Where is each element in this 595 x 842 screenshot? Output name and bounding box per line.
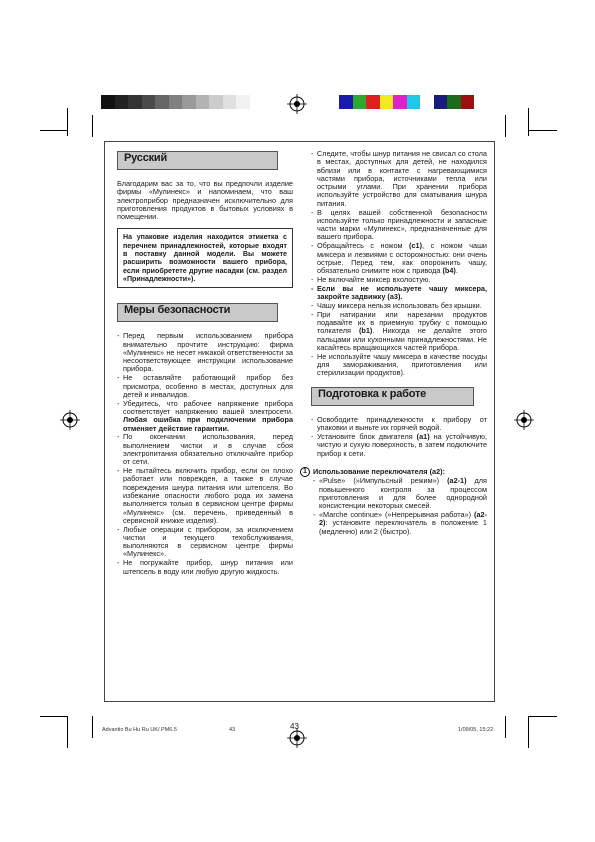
accessories-notice: На упаковке изделия находится этикетка с перечнем принадлежностей, которые входят в поставку данной модели. Вы можете расширить возможности вашего прибора, если приобретете другие насадки (см. раздел «Принадлежности»).	[117, 228, 293, 288]
safety-header: Меры безопасности	[117, 303, 278, 322]
language-header: Русский	[117, 151, 278, 170]
list-item: - Обращайтесь с ножом (c1), с ножом чаши миксера и лезвиями с осторожностью: они очень острые. Перед тем, как опорожнить чашу, обязательно снимите нож с привода (b4).	[311, 242, 487, 275]
list-item: - Не пытайтесь включить прибор, если он плохо работает или поврежден, а также в случае повреждения шнура питания или штепселя. Во избежание опасности любого рода их замена выполняется только в сервисном центре фирмы «Мулинекс» (см. перечень, приведенный в сервисной книжке изделия).	[117, 467, 293, 525]
list-item: - Если вы не используете чашу миксера, закройте задвижку (a3).	[311, 285, 487, 302]
warranty-warning: Любая ошибка при подключении прибора отменяет действие гарантии.	[123, 415, 293, 433]
left-column	[117, 151, 293, 576]
list-item: - «Pulse» (»Импульсный режим») (a2-1) для повышенного контроля за процессом приготовления и для более однородной консистенции некоторых смесей.	[313, 477, 487, 510]
safety-list	[117, 332, 293, 576]
safety-list-continued	[311, 150, 487, 378]
registration-mark-icon	[287, 728, 307, 748]
color-strip	[339, 95, 488, 109]
list-item: - Убедитесь, что рабочее напряжение прибора соответствует напряжению вашей электросети. Любая ошибка при подключении прибора отменяет действие гарантии.	[117, 400, 293, 433]
footer-page: 43	[229, 727, 236, 733]
right-column	[303, 149, 488, 536]
list-item: - Чашу миксера нельзя использовать без крышки.	[311, 302, 487, 310]
list-item: - Перед первым использованием прибора внимательно прочтите инструкцию: фирма «Мулинекс» не несет никакой ответственности за несоответствующее инструкции использование прибора.	[117, 332, 293, 373]
list-item: - По окончании использования, перед выполнением чистки и в случае сбоя электропитания обязательно отключайте прибор от сети.	[117, 433, 293, 466]
list-item: - Установите блок двигателя (a1) на устойчивую, чистую и сухую поверхность, в затем подключите прибор к сети.	[311, 433, 487, 458]
list-item: - «Marche continue» (»Непрерывная работа») (a2-2): установите переключатель в положение 1 (медленно) или 2 (быстро).	[313, 511, 487, 536]
preparation-list	[311, 416, 487, 458]
list-item: - При натирании или нарезании продуктов подавайте их в приемную трубку с помощью толкателя (b1). Никогда не делайте этого пальцами или кухонными принадлежностями. Не касайтесь вращающихся частей прибора.	[311, 311, 487, 352]
switch-usage-title: Использование переключателя (a2):	[313, 467, 445, 476]
footer-file: Advantio Bu Hu Ru UK/ PM6.5	[102, 727, 177, 733]
page-number: 43	[290, 722, 299, 731]
footer-date: 1/09/05, 15:22	[458, 727, 494, 733]
registration-mark-icon	[60, 410, 80, 430]
list-item: - Не оставляйте работающий прибор без присмотра, особенно в местах, доступных для детей и инвалидов.	[117, 374, 293, 399]
list-item: - Следите, чтобы шнур питания не свисал со стола в местах, доступных для детей, не находился вблизи или в контакте с нагревающимися частями прибора, источниками тепла или острыми углами. При хранении прибора используйте устройство для сматывания шнура питания.	[311, 150, 487, 208]
registration-mark-icon	[287, 94, 307, 114]
switch-modes-list	[313, 477, 487, 536]
switch-usage	[303, 467, 487, 536]
list-item: - Не погружайте прибор, шнур питания или штепсель в воду или любую другую жидкость.	[117, 559, 293, 576]
step-number-badge: 1	[300, 467, 310, 477]
list-item: - Любые операции с прибором, за исключением чистки и текущего техобслуживания, выполняются в сервисном центре фирмы «Мулинекс».	[117, 526, 293, 559]
intro-paragraph: Благодарим вас за то, что вы предпочли изделие фирмы «Мулинекс» и напоминаем, что ваш электроприбор предназначен исключительно для приготовления продуктов в бытовых условиях в помещении.	[117, 179, 293, 222]
preparation-header: Подготовка к работе	[311, 387, 474, 406]
list-item: - В целях вашей собственной безопасности используйте только принадлежности и запасные части марки «Мулинекс», предназначенные для вашего прибора.	[311, 209, 487, 242]
list-item: - Освободите принадлежности к прибору от упаковки и выньте их горячей водой.	[311, 416, 487, 433]
registration-mark-icon	[514, 410, 534, 430]
grayscale-strip	[101, 95, 250, 109]
list-item: - Не включайте миксер вхолостую.	[311, 276, 487, 284]
list-item: - Не используйте чашу миксера в качестве посуды для замораживания, приготовления или стерилизации продуктов).	[311, 353, 487, 378]
